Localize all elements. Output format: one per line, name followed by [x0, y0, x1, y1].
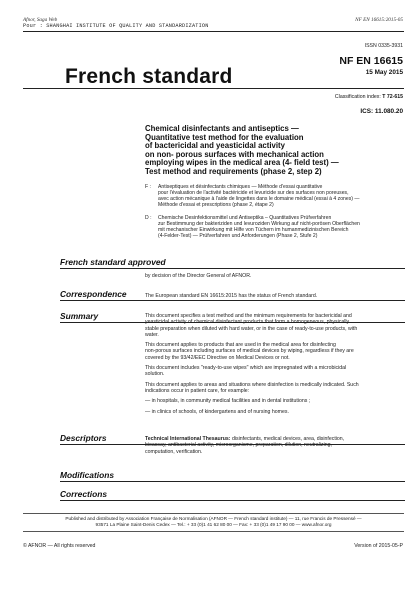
- translation-line: (4-Felder-Test) — Prüfverfahren und Anforderungen (Phase 2, Stufe 2): [158, 233, 318, 240]
- ics-code: ICS: 11.080.20: [360, 108, 403, 115]
- title-line: Test method and requirements (phase 2, step 2): [145, 166, 322, 176]
- descriptors-line: computation, verification.: [145, 448, 203, 455]
- corrections-rule: [60, 500, 405, 501]
- descriptors-line: bioassay, antibacterial activity, microorganisme, preparation, dilution, neutralizing,: [145, 442, 332, 449]
- summary-line: This document includes "ready-to-use wipes" which are impregnated with a microbicidal: [145, 365, 347, 372]
- summary-heading: Summary: [60, 311, 99, 321]
- classification-index: [335, 94, 403, 100]
- summary-line: covered by the 93/42/EEC Directive on Medical Devices or not.: [145, 354, 290, 361]
- summary-line: non-porous surfaces including surfaces of medical devices by wiping, regardless if they are: [145, 348, 354, 355]
- publisher-line: 93571 La Plaine Saint-Denis Cedex — Tel.: + 33 (0)1 41 62 80 00 — Fax: + 33 (0)1 49 17 90 00 — www.afnor.org: [95, 522, 332, 527]
- title-line: of bactericidal and yeasticidal activity: [145, 141, 285, 151]
- classification-value: T 72-615: [382, 94, 403, 100]
- summary-paragraph: [145, 313, 407, 338]
- correspondence-text: The European standard EN 16615:2015 has the status of French standard.: [145, 293, 318, 299]
- summary-line: — in hospitals, in community medical facilities and in dental institutions ;: [145, 398, 311, 405]
- publication-date: 15 May 2015: [365, 69, 403, 76]
- footer-bottom-rule: [23, 531, 404, 532]
- thesaurus-label: Technical International Thesaurus:: [145, 436, 231, 442]
- summary-line: water.: [145, 331, 159, 338]
- title-line: employing wipes in the medical area (4- field test) —: [145, 158, 339, 168]
- standard-number: NF EN 16615: [339, 55, 403, 67]
- summary-body: [145, 313, 407, 415]
- title-line: on non- porous surfaces with mechanical action: [145, 149, 324, 159]
- corrections-heading: Corrections: [60, 489, 108, 499]
- summary-paragraph: [145, 365, 407, 378]
- afnor-source-line: Afnor, Saga Web: [23, 17, 58, 23]
- copyright-notice: © AFNOR — All rights reserved: [23, 543, 96, 549]
- correspondence-heading: Correspondence: [60, 289, 127, 299]
- summary-line: This document specifies a test method and the minimum requirements for bactericidal and: [145, 313, 352, 319]
- title-line: Chemical disinfectants and antiseptics —: [145, 124, 299, 133]
- modifications-rule: [60, 481, 405, 482]
- classification-label: Classification index:: [334, 94, 381, 100]
- summary-line: — in clinics of schools, of kindergartens and of nursing homes.: [145, 408, 289, 415]
- modifications-heading: Modifications: [60, 470, 114, 480]
- summary-paragraph: [145, 382, 407, 395]
- translation-line: Chemische Desinfektionsmittel und Antiseptika – Quantitatives Prüfverfahren: [158, 215, 332, 221]
- french-title-translation: [145, 184, 407, 210]
- summary-line: stable preparation when diluted with hard water, or in the case of ready-to-use products, with: [145, 325, 358, 332]
- approved-text: by decision of the Director General of AFNOR.: [145, 273, 252, 279]
- translation-line: pour l'évaluation de l'activité bactéricide et levuricide sur des surfaces non poreuses,: [158, 190, 349, 197]
- summary-line: This document applies to areas and situations where disinfection is medically indicated. Such: [145, 381, 359, 388]
- translation-line: avec action mécanique à l'aide de lingettes dans le domaine médical (essai à 4 zones) —: [158, 196, 360, 203]
- summary-bullet: [145, 398, 407, 404]
- translation-line: Méthode d'essai et prescriptions (phase 2, étape 2): [158, 202, 274, 209]
- document-title: [145, 125, 405, 177]
- header-rule: [23, 31, 404, 32]
- publisher-info: [23, 516, 404, 528]
- descriptors-heading: Descriptors: [60, 433, 107, 443]
- translation-line: mit mechanischer Einwirkung mit Hilfe von Tüchern im humanmedizinischen Bereich: [158, 227, 349, 234]
- issn-number: ISSN 0335-3931: [364, 43, 403, 49]
- approved-heading: French standard approved: [60, 257, 166, 267]
- translation-line: zur Bestimmung der bakteriziden und levuroziden Wirkung auf nicht-porösen Oberflächen: [158, 221, 360, 228]
- correspondence-rule: [60, 300, 405, 301]
- footer-top-rule: [23, 513, 404, 514]
- standard-type-title: French standard: [65, 65, 233, 88]
- summary-line: solution.: [145, 371, 165, 378]
- summary-line: yeasticidal activity of chemical disinfectant products that form a homogeneous, physically: [145, 319, 350, 326]
- summary-line: This document applies to products that are used in the medical area for disinfecting: [145, 342, 336, 349]
- descriptors-first-line: disinfectants, medical devices, area, disinfection,: [231, 436, 345, 442]
- summary-bullet: [145, 409, 407, 415]
- version-label: Version of 2015-05-P: [354, 543, 403, 549]
- translation-line: Antiseptiques et désinfectants chimiques — Méthode d'essai quantitative: [158, 184, 323, 190]
- approved-rule: [60, 268, 405, 269]
- language-tag-german: D :: [145, 215, 152, 221]
- title-rule: [23, 88, 404, 89]
- summary-line: indications occur in patient care, for example:: [145, 387, 250, 394]
- summary-paragraph: [145, 342, 407, 361]
- licensee-line: Pour : SHANGHAI INSTITUTE OF QUALITY AND STANDARDIZATION: [23, 23, 209, 29]
- descriptors-body: [145, 436, 407, 455]
- language-tag-french: F :: [145, 184, 151, 190]
- title-line: Quantitative test method for the evaluation: [145, 132, 304, 142]
- publisher-line: Published and distributed by Association Française de Normalisation (AFNOR — French standard institute) — 11, rue Francis de Pressensé —: [65, 516, 362, 521]
- header-doc-reference: NF EN 16615:2015-05: [355, 17, 403, 23]
- german-title-translation: [145, 215, 407, 241]
